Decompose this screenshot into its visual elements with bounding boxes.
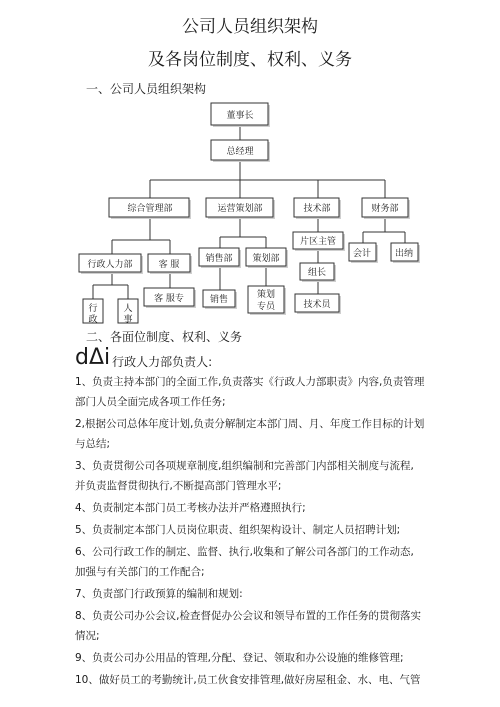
duty-line: 与总结; [75,438,111,450]
org-label-chairman: 董事长 [226,111,254,121]
duty-line: 部门人员全面完成各项工作任务; [75,396,226,408]
org-chart [0,0,500,340]
duty-line: 6、公司行政工作的制定、监督、执行,收集和了解公司各部门的工作动态, [75,546,414,558]
org-label-planner-1: 策划 [256,290,276,300]
org-label-dept-fin: 财务部 [371,204,399,214]
org-label-cs-staff: 客 服专 [154,294,184,304]
lead-glyph: dΔi [75,345,111,370]
lead-role: 行政人力部负责人: [112,355,213,369]
duty-line: 7、负责部门行政预算的编制和规划: [75,588,243,600]
org-label-hr-staff-2: 事 [123,315,133,325]
org-label-gm: 总经理 [226,147,254,157]
duty-line: 情况; [75,630,100,642]
org-label-hr: 行政人力部 [87,260,133,270]
section-heading-duties: 二、各面位制度、权利、义务 [86,330,243,344]
org-label-planner-2: 专员 [256,302,276,312]
org-label-dept-admin: 综合管理部 [127,204,173,214]
duty-lead [75,345,212,369]
duty-line: 3、负责贯彻公司各项规章制度,组织编制和完善部门内部相关制度与流程, [75,460,414,472]
org-label-planning: 策划部 [252,254,280,264]
duty-line: 10、做好员工的考勤统计,员工伙食安排管理,做好房屋租金、水、电、气管 [75,674,421,686]
document-title: 公司人员组织架构 [182,17,318,37]
org-label-team-lead: 组长 [307,268,327,278]
org-label-hr-clerk: 行 [88,304,98,314]
org-label-cs: 客 服 [158,260,180,270]
org-label-dept-tech: 技术部 [303,204,331,214]
org-label-tech-staff: 技术员 [303,300,331,310]
org-label-hr-staff: 人 [123,304,133,314]
org-label-area-manager: 片区主管 [299,237,337,247]
duty-line: 1、负责主持本部门的全面工作,负责落实《行政人力部职责》内容,负责管理 [75,376,425,388]
document-subtitle: 及各岗位制度、权利、义务 [148,50,352,70]
duty-line: 9、负责公司办公用品的管理,分配、登记、领取和办公设施的维修管理; [75,652,404,664]
duty-line: 8、负责公司办公会议,检查督促办公会议和领导布置的工作任务的贯彻落实 [75,610,422,622]
org-label-accountant: 会计 [352,249,372,259]
org-label-hr-clerk-2: 政 [88,315,98,325]
section-heading-org: 一、公司人员组织架构 [86,82,207,96]
org-label-sales: 销售部 [205,254,233,264]
duty-line: 加强与有关部门的工作配合; [75,566,205,578]
org-label-salesperson: 销售 [209,295,229,305]
org-label-dept-ops: 运营策划部 [217,204,263,214]
duty-line: 2,根据公司总体年度计划,负责分解制定本部门周、月、年度工作目标的计划 [75,418,425,430]
duty-line: 5、负责制定本部门人员岗位职责、组织架构设计、制定人员招聘计划; [75,524,401,536]
duty-line: 4、负责制定本部门员工考核办法并严格遵照执行; [75,502,306,514]
org-label-cashier: 出纳 [394,249,414,259]
duty-line: 并负责监督贯彻执行,不断提高部门管理水平; [75,480,282,492]
